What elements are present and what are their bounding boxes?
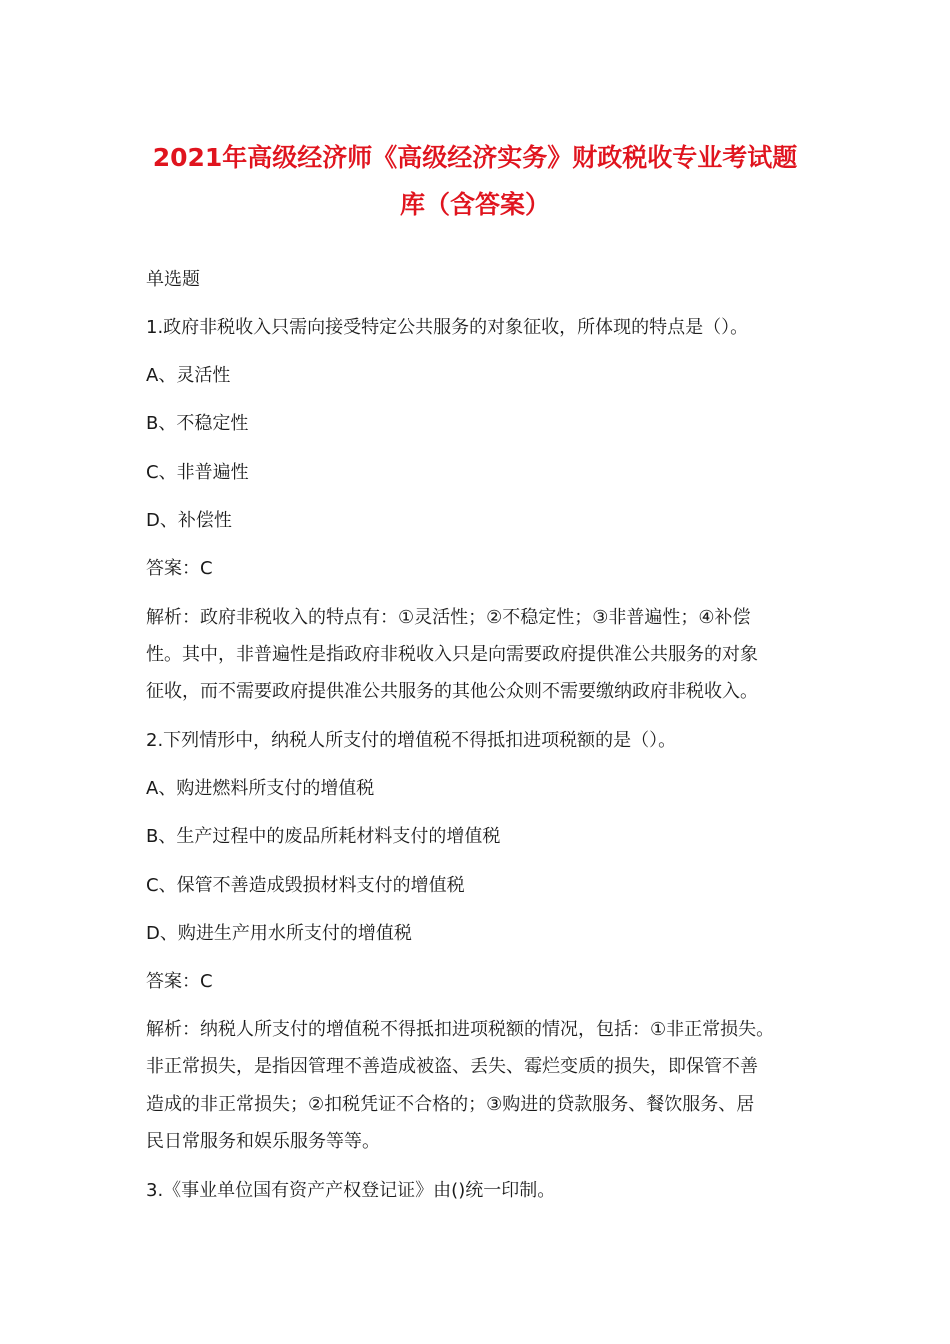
q2-option-a: A、购进燃料所支付的增值税 (146, 778, 375, 799)
q2-stem: 2.下列情形中，纳税人所支付的增值税不得抵扣进项税额的是（）。 (146, 730, 677, 751)
q2-answer: 答案：C (146, 971, 213, 992)
q1-analysis-line-2: 性。其中，非普遍性是指政府非税收入只是向需要政府提供准公共服务的对象 (146, 644, 758, 665)
q1-stem: 1.政府非税收入只需向接受特定公共服务的对象征收，所体现的特点是（）。 (146, 317, 749, 338)
q2-analysis-line-4: 民日常服务和娱乐服务等等。 (146, 1131, 380, 1152)
q1-option-b: B、不稳定性 (146, 413, 249, 434)
q2-analysis-line-3: 造成的非正常损失；②扣税凭证不合格的；③购进的贷款服务、餐饮服务、居 (146, 1094, 755, 1115)
q2-option-c: C、保管不善造成毁损材料支付的增值税 (146, 875, 465, 896)
q1-analysis-line-1: 解析：政府非税收入的特点有：①灵活性；②不稳定性；③非普遍性；④补偿 (146, 607, 751, 628)
document-title-line-2: 库（含答案） (399, 190, 550, 219)
q1-analysis-line-3: 征收，而不需要政府提供准公共服务的其他公众则不需要缴纳政府非税收入。 (146, 681, 758, 702)
q1-option-c: C、非普遍性 (146, 462, 249, 483)
q2-option-b: B、生产过程中的废品所耗材料支付的增值税 (146, 826, 501, 847)
q3-stem: 3.《事业单位国有资产产权登记证》由()统一印制。 (146, 1180, 556, 1201)
q2-analysis-line-1: 解析：纳税人所支付的增值税不得抵扣进项税额的情况，包括：①非正常损失。 (146, 1019, 775, 1040)
q1-option-a: A、灵活性 (146, 365, 231, 386)
q2-option-d: D、购进生产用水所支付的增值税 (146, 923, 412, 944)
q2-analysis-line-2: 非正常损失，是指因管理不善造成被盗、丢失、霉烂变质的损失，即保管不善 (146, 1056, 758, 1077)
q1-option-d: D、补偿性 (146, 510, 232, 531)
q1-answer: 答案：C (146, 558, 213, 579)
section-heading: 单选题 (146, 269, 200, 290)
document-title-line-1: 2021年高级经济师《高级经济实务》财政税收专业考试题 (152, 143, 798, 172)
